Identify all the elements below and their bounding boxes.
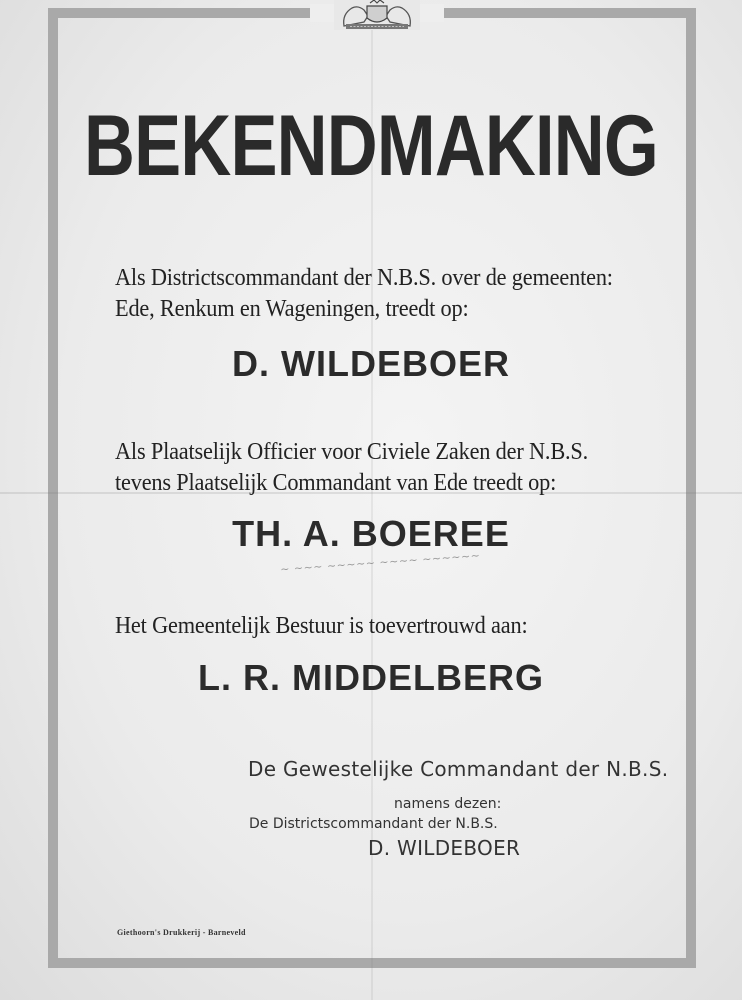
coat-of-arms-icon — [334, 0, 420, 30]
section3-name: L. R. MIDDELBERG — [198, 657, 544, 698]
signature-line2: namens dezen: — [394, 796, 502, 812]
section2-name: TH. A. BOEREE — [232, 513, 510, 554]
pencil-annotation: ~ ~~~ ~~~~~ ~~~~ ~~~~~~ — [279, 549, 481, 576]
signature-line3: De Districtscommandant der N.B.S. — [249, 816, 498, 832]
section3-line1: Het Gemeentelijk Bestuur is toevertrouwd aan: — [115, 613, 528, 639]
section2-line2: tevens Plaatselijk Commandant van Ede treedt op: — [115, 470, 557, 496]
signature-line1: De Gewestelijke Commandant der N.B.S. — [248, 757, 669, 781]
section1-name: D. WILDEBOER — [232, 343, 510, 384]
poster-title: BEKENDMAKING — [84, 98, 658, 194]
section1-line1: Als Districtscommandant der N.B.S. over de gemeenten: — [115, 265, 613, 291]
signature-line4: D. WILDEBOER — [368, 836, 521, 860]
section2-line1: Als Plaatselijk Officier voor Civiele Zaken der N.B.S. — [115, 439, 589, 465]
section1-line2: Ede, Renkum en Wageningen, treedt op: — [115, 296, 469, 322]
printer-credit: Giethoorn's Drukkerij - Barneveld — [117, 928, 246, 937]
